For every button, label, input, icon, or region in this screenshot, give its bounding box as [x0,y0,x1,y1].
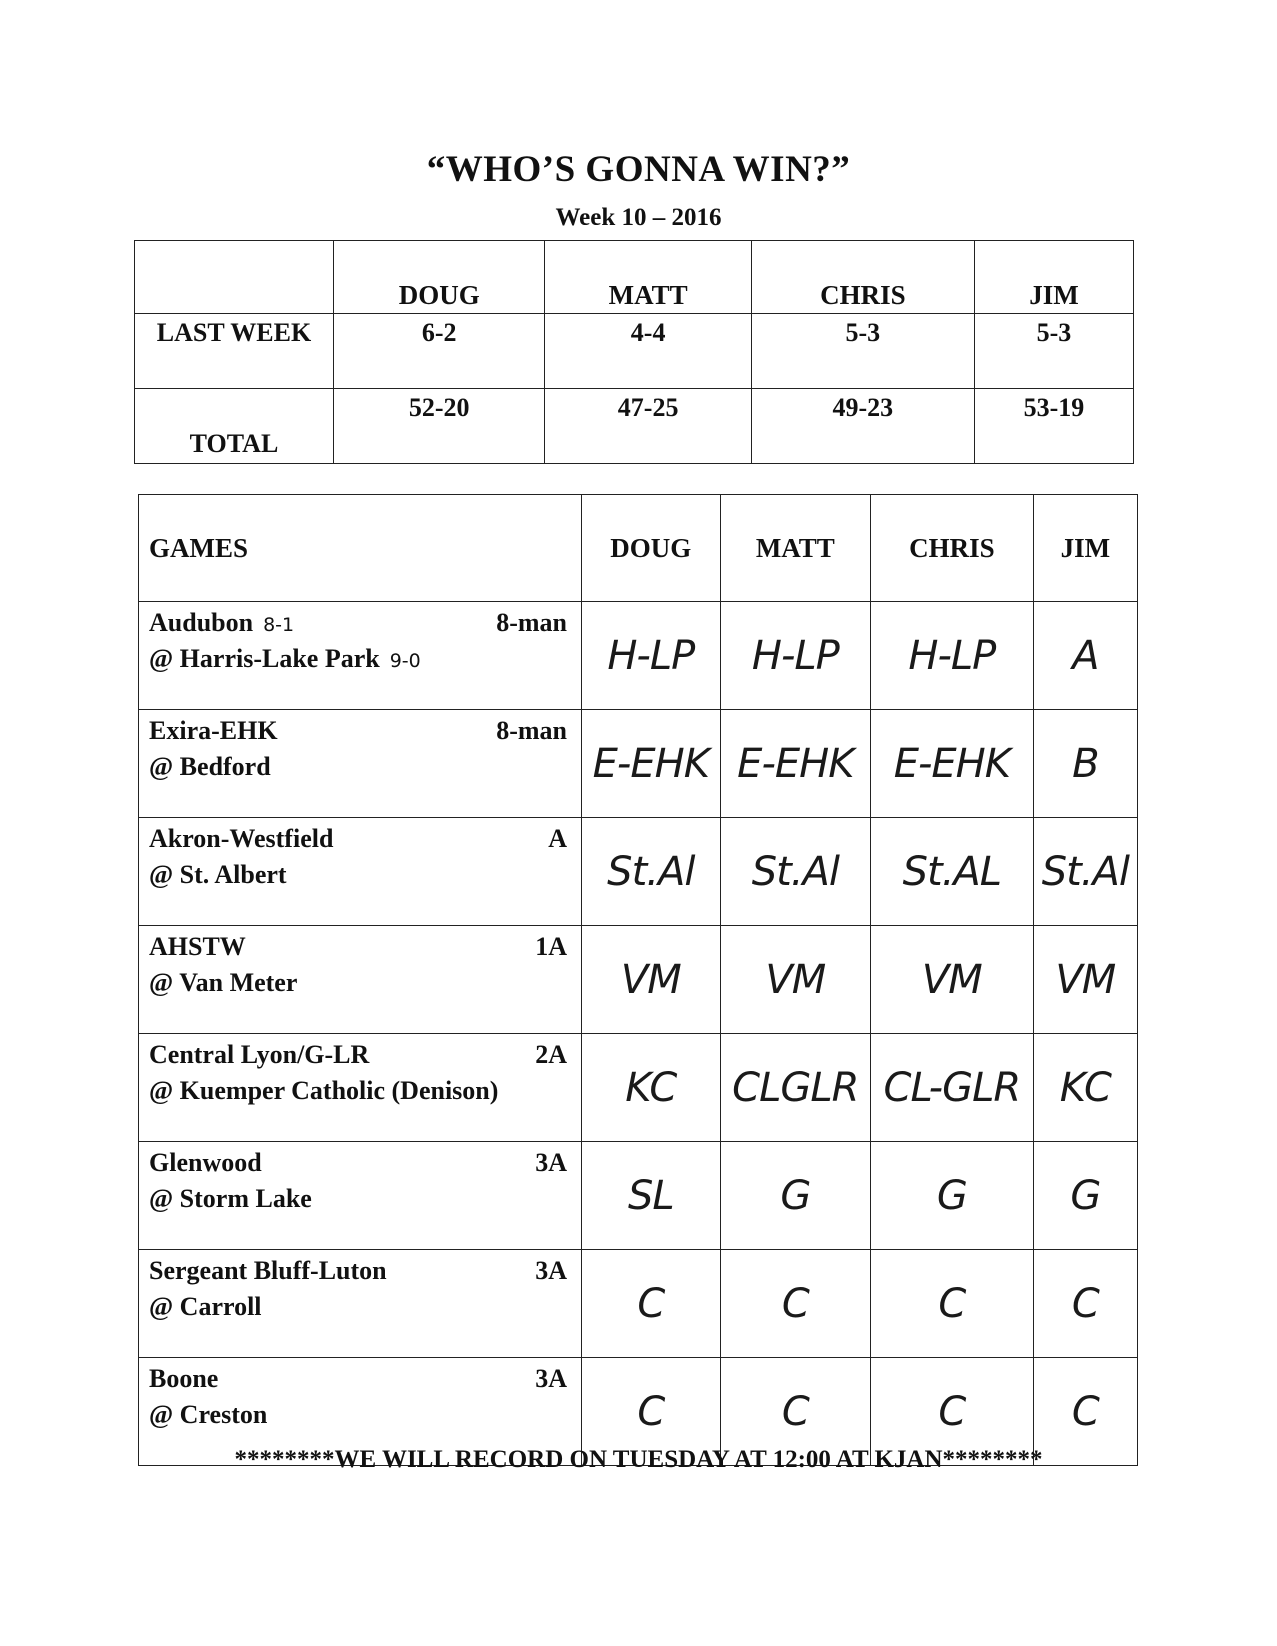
pick-cell: E-EHK [582,710,721,818]
pick-cell: CL-GLR [871,1034,1034,1142]
away-team: Audubon [149,608,254,637]
pick-cell: H-LP [871,602,1034,710]
total-value: 52-20 [334,389,545,464]
picker-header: CHRIS [871,495,1034,602]
game-cell [139,602,582,710]
away-team: Exira-EHK [149,716,278,745]
home-team: @ Storm Lake [149,1184,312,1213]
pick-cell: C [720,1358,870,1466]
picker-header: DOUG [582,495,721,602]
game-class: 8-man [496,716,567,745]
home-team: @ Carroll [149,1292,262,1321]
games-header: GAMES [139,495,582,602]
pick-cell: C [582,1250,721,1358]
game-class: 3A [535,1256,567,1285]
standings-header: CHRIS [751,241,974,314]
pick-cell: St.Al [1033,818,1137,926]
pick-cell: C [1033,1358,1137,1466]
home-team: @ Harris-Lake Park [149,644,380,673]
home-team: @ Creston [149,1400,268,1429]
pick-cell: C [1033,1250,1137,1358]
standings-header: JIM [974,241,1133,314]
total-value: 53-19 [974,389,1133,464]
pick-cell: E-EHK [871,710,1034,818]
pick-cell: C [582,1358,721,1466]
pick-cell: B [1033,710,1137,818]
standings-header-row [135,241,1134,314]
game-cell [139,710,582,818]
pick-cell: KC [582,1034,721,1142]
pick-cell: CLGLR [720,1034,870,1142]
home-team: @ Bedford [149,752,271,781]
pick-cell: G [871,1142,1034,1250]
picker-header: JIM [1033,495,1137,602]
pick-cell: VM [720,926,870,1034]
pick-cell: G [1033,1142,1137,1250]
away-team: AHSTW [149,932,246,961]
pick-cell: C [871,1358,1034,1466]
standings-header: DOUG [334,241,545,314]
game-row [139,1142,1138,1250]
home-record: 9-0 [389,650,421,672]
game-row [139,926,1138,1034]
last-week-value: 5-3 [751,314,974,389]
pick-cell: VM [1033,926,1137,1034]
picker-header: MATT [720,495,870,602]
total-label: TOTAL [135,389,334,464]
pick-cell: St.Al [582,818,721,926]
away-team: Glenwood [149,1148,262,1177]
pick-cell: H-LP [720,602,870,710]
pick-cell: VM [582,926,721,1034]
last-week-row [135,314,1134,389]
game-cell [139,1034,582,1142]
total-value: 47-25 [545,389,751,464]
game-class: 8-man [496,608,567,637]
home-team: @ Van Meter [149,968,298,997]
last-week-value: 5-3 [974,314,1133,389]
total-row [135,389,1134,464]
game-cell [139,1250,582,1358]
pick-cell: C [871,1250,1034,1358]
game-cell [139,818,582,926]
pick-cell: H-LP [582,602,721,710]
home-team: @ Kuemper Catholic (Denison) [149,1076,499,1105]
last-week-value: 6-2 [334,314,545,389]
game-cell [139,1142,582,1250]
game-class: 3A [535,1364,567,1393]
game-class: 3A [535,1148,567,1177]
away-team: Boone [149,1364,219,1393]
game-row [139,602,1138,710]
page-subtitle: Week 10 – 2016 [555,204,722,231]
away-record: 8-1 [263,614,295,636]
last-week-label: LAST WEEK [135,314,334,389]
pick-cell: KC [1033,1034,1137,1142]
home-team: @ St. Albert [149,860,287,889]
game-row [139,1250,1138,1358]
pick-cell: E-EHK [720,710,870,818]
pick-cell: C [720,1250,870,1358]
footer-note: ********WE WILL RECORD ON TUESDAY AT 12:00 AT KJAN******** [234,1446,1043,1473]
away-team: Sergeant Bluff-Luton [149,1256,387,1285]
game-class: 1A [535,932,567,961]
games-body [139,602,1138,1466]
total-value: 49-23 [751,389,974,464]
last-week-value: 4-4 [545,314,751,389]
pick-cell: G [720,1142,870,1250]
game-cell [139,926,582,1034]
standings-table [134,240,1134,464]
pick-cell: SL [582,1142,721,1250]
game-row [139,710,1138,818]
standings-header: MATT [545,241,751,314]
game-row [139,1034,1138,1142]
away-team: Central Lyon/G-LR [149,1040,370,1069]
game-row [139,818,1138,926]
away-team: Akron-Westfield [149,824,334,853]
pick-cell: St.Al [720,818,870,926]
games-header-row [139,495,1138,602]
pick-cell: St.AL [871,818,1034,926]
pick-cell: A [1033,602,1137,710]
page-title: “WHO’S GONNA WIN?” [426,149,851,190]
games-table [138,494,1138,1466]
game-class: 2A [535,1040,567,1069]
game-class: A [548,824,567,853]
standings-corner [135,241,334,314]
pick-cell: VM [871,926,1034,1034]
